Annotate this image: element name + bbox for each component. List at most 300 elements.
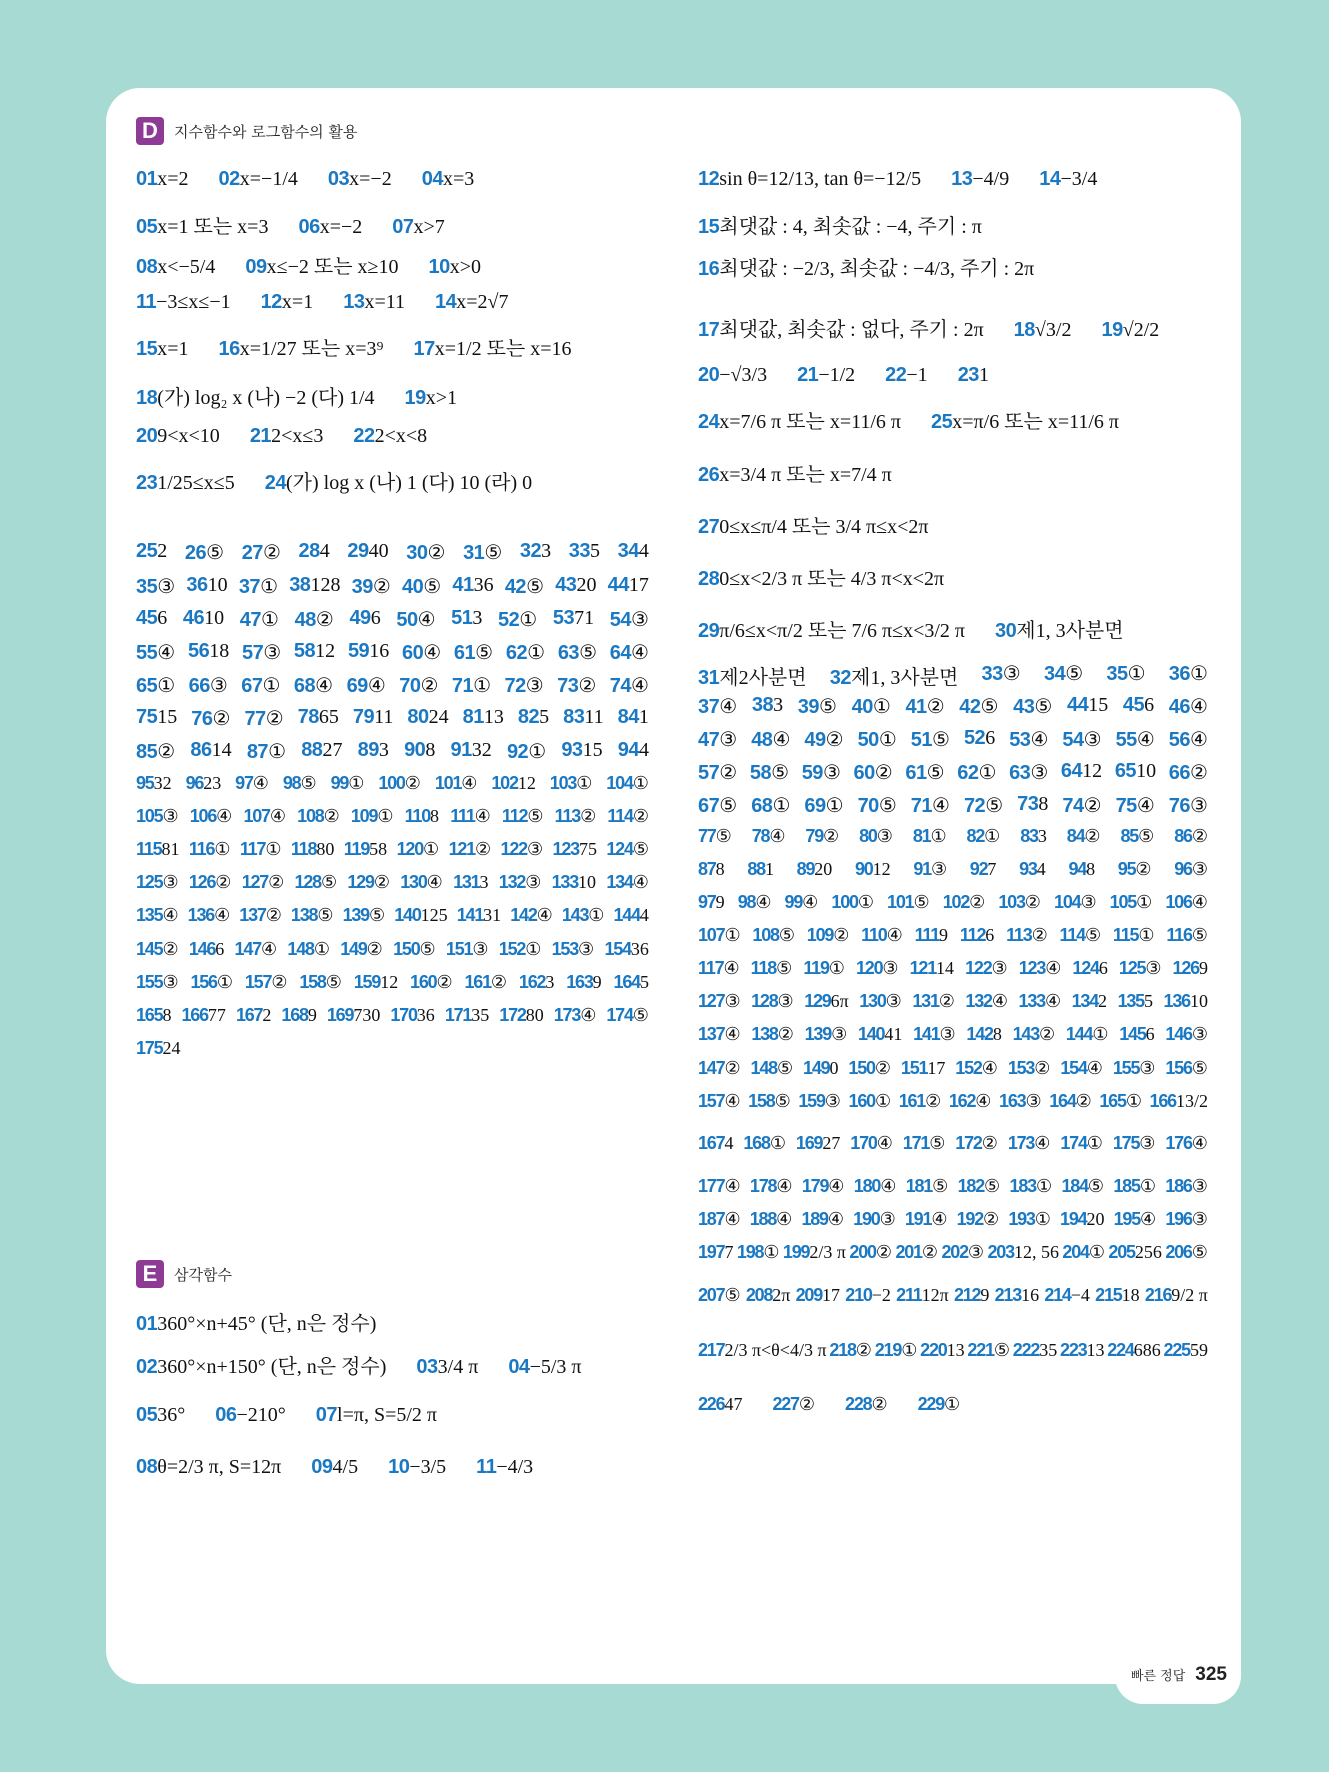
answer-item — [242, 872, 285, 893]
answer-number: 207 — [698, 1285, 725, 1305]
answer-number: 104 — [1054, 892, 1081, 912]
answer-line — [698, 727, 1208, 752]
answer-number: 214 — [1044, 1285, 1071, 1305]
answer-item — [457, 905, 501, 926]
answer-number: 179 — [801, 1176, 829, 1196]
answer-number: 63 — [1009, 762, 1031, 784]
answer-value: 2 — [1098, 991, 1108, 1011]
answer-item — [562, 905, 605, 926]
answer-number: 158 — [748, 1091, 775, 1111]
answer-value: x=3/4 π 또는 x=7/4 π — [719, 464, 892, 486]
answer-number: 129 — [804, 991, 831, 1011]
answer-number: 18 — [136, 387, 158, 409]
answer-item — [1060, 1133, 1103, 1154]
answer-item — [402, 640, 441, 665]
answer-value: 24 — [428, 706, 449, 728]
answer-item — [406, 540, 445, 565]
answer-value: 14 — [936, 958, 955, 978]
answer-item — [797, 364, 855, 387]
answer-item — [698, 1133, 733, 1154]
answer-number: 31 — [463, 542, 485, 564]
answer-item — [1049, 1091, 1092, 1112]
answer-value: 11 — [374, 706, 394, 728]
answer-item — [958, 1176, 1001, 1197]
answer-number: 56 — [1168, 729, 1190, 751]
answer-value: ④ — [1030, 729, 1049, 751]
answer-number: 54 — [1062, 729, 1084, 751]
answer-item — [797, 859, 833, 880]
answer-number: 143 — [1012, 1024, 1040, 1044]
answer-value: 58 — [369, 839, 388, 859]
answer-value: 730 — [353, 1005, 381, 1025]
answer-line — [698, 405, 1208, 434]
answer-line — [698, 859, 1208, 880]
answer-number: 115 — [1112, 925, 1139, 945]
answer-value: ② — [777, 1024, 794, 1044]
answer-number: 175 — [1112, 1133, 1140, 1153]
answer-number: 17 — [413, 338, 435, 360]
answer-item — [698, 925, 741, 946]
answer-item — [604, 939, 648, 960]
answer-item — [698, 168, 921, 191]
answer-number: 09 — [311, 1456, 333, 1478]
answer-number: 167 — [235, 1005, 263, 1025]
answer-value: ② — [578, 675, 597, 697]
answer-value: ⑤ — [320, 872, 338, 892]
answer-item — [845, 1285, 891, 1306]
answer-value: ② — [798, 1394, 816, 1414]
answer-value: ④ — [1044, 991, 1062, 1011]
answer-value: 9 — [980, 1285, 990, 1305]
answer-value: ④ — [1136, 729, 1155, 751]
answer-line — [698, 826, 1208, 847]
answer-value: ② — [833, 925, 850, 945]
answer-number: 172 — [499, 1005, 526, 1025]
answer-number: 216 — [1144, 1285, 1172, 1305]
answer-item — [236, 1005, 271, 1026]
answer-item — [830, 661, 959, 690]
answer-value: ① — [874, 1091, 892, 1111]
answer-item — [235, 773, 269, 794]
answer-number: 96 — [1174, 859, 1192, 879]
answer-number: 83 — [563, 706, 585, 728]
answer-value: ⑤ — [913, 892, 930, 912]
answer-value: x=1/27 또는 x=3⁹ — [239, 338, 384, 360]
answer-value: ① — [313, 939, 330, 959]
answer-value: ⑤ — [878, 795, 897, 817]
answer-item — [491, 773, 535, 794]
answer-value: ③ — [724, 991, 741, 1011]
answer-value: ② — [427, 542, 446, 564]
answer-value: sin θ=12/13, tan θ=−12/5 — [719, 168, 922, 190]
answer-value: ① — [825, 795, 844, 817]
answer-value: ④ — [367, 675, 386, 697]
answer-value: ① — [1125, 1091, 1142, 1111]
answer-value: ③ — [822, 762, 841, 784]
answer-number: 19 — [404, 387, 426, 409]
answer-item — [1174, 826, 1208, 847]
answer-item — [967, 1340, 1010, 1361]
answer-value: −3/4 — [1060, 168, 1098, 190]
answer-value: ⑤ — [774, 1091, 791, 1111]
answer-item — [1107, 1340, 1160, 1361]
answer-value: 0≤x≤π/4 또는 3/4 π≤x<2π — [719, 516, 929, 538]
answer-value: ① — [260, 576, 278, 598]
answer-item — [247, 739, 286, 764]
answer-number: 11 — [476, 1456, 497, 1478]
answer-item — [964, 727, 995, 752]
answer-value: ① — [1034, 1209, 1051, 1229]
answer-line — [698, 1133, 1208, 1154]
answer-value: ② — [874, 1058, 891, 1078]
answer-number: 14 — [1039, 168, 1061, 190]
answer-number: 10 — [428, 256, 450, 278]
answer-value: ③ — [525, 872, 542, 892]
answer-value: 최댓값, 최솟값 : 없다, 주기 : 2π — [719, 319, 984, 341]
answer-number: 47 — [698, 729, 720, 751]
answer-value: ① — [262, 675, 281, 697]
answer-value: ① — [527, 642, 546, 664]
answer-item — [405, 806, 439, 827]
answer-number: 58 — [293, 640, 316, 662]
answer-value: x=1 — [157, 338, 189, 360]
answer-number: 105 — [136, 806, 163, 826]
answer-number: 75 — [1115, 795, 1137, 817]
answer-value: π/6≤x<π/2 또는 7/6 π≤x<3/2 π — [719, 620, 966, 642]
answer-value: ③ — [824, 1091, 841, 1111]
answer-number: 100 — [378, 773, 405, 793]
answer-number: 88 — [301, 739, 323, 761]
answer-number: 161 — [898, 1091, 926, 1111]
answer-value: 12 — [380, 972, 399, 992]
answer-value: ③ — [162, 806, 179, 826]
answer-item — [966, 1024, 1001, 1045]
answer-number: 118 — [290, 839, 317, 859]
answer-number: 98 — [282, 773, 301, 793]
answer-line — [136, 739, 649, 764]
answer-item — [1116, 793, 1155, 818]
answer-item — [353, 706, 394, 731]
answer-item — [1019, 958, 1062, 979]
answer-line — [136, 1350, 649, 1379]
answer-item — [1173, 958, 1208, 979]
answer-number: 138 — [290, 905, 318, 925]
answer-number: 01 — [136, 168, 158, 190]
answer-value: ④ — [880, 1176, 897, 1196]
answer-item — [1009, 727, 1048, 752]
answer-value: ③ — [1190, 795, 1208, 817]
answer-item — [1150, 1091, 1208, 1112]
answer-value: 31 — [483, 905, 502, 925]
answer-value: 71 — [574, 607, 595, 629]
answer-line — [698, 958, 1208, 979]
answer-number: 78 — [751, 826, 770, 846]
answer-item — [943, 892, 986, 913]
answer-item — [1062, 1242, 1105, 1263]
answer-item — [1165, 1242, 1208, 1263]
answer-number: 112 — [501, 806, 528, 826]
answer-value: √2/2 — [1122, 319, 1160, 341]
answer-number: 108 — [752, 925, 779, 945]
answer-value: −4 — [1070, 1285, 1090, 1305]
answer-line — [136, 1005, 649, 1026]
answer-value: 2<x≤3 — [271, 425, 324, 447]
answer-number: 85 — [1120, 826, 1139, 846]
answer-number: 169 — [795, 1133, 823, 1153]
answer-item — [829, 1340, 872, 1361]
answer-item — [311, 1456, 358, 1479]
answer-item — [698, 892, 725, 913]
answer-number: 117 — [239, 839, 266, 859]
answer-item — [563, 706, 604, 731]
answer-item — [698, 661, 807, 690]
answer-value: ⑤ — [475, 642, 494, 664]
answer-number: 53 — [552, 607, 575, 629]
answer-item — [299, 540, 330, 565]
answer-item — [294, 640, 335, 665]
answer-number: 81 — [462, 706, 484, 728]
answer-item — [1061, 1176, 1104, 1197]
answer-item — [698, 252, 1034, 281]
answer-item — [1062, 727, 1101, 752]
answer-number: 61 — [453, 642, 476, 664]
answer-number: 155 — [136, 972, 163, 992]
answer-line — [136, 250, 649, 279]
answer-number: 68 — [293, 675, 316, 697]
answer-number: 134 — [1071, 991, 1099, 1011]
answer-number: 89 — [796, 859, 815, 879]
answer-value: ④ — [755, 892, 772, 912]
answer-value: ② — [580, 806, 597, 826]
answer-value: ② — [1024, 892, 1041, 912]
answer-value: ③ — [777, 991, 794, 1011]
answer-value: ② — [825, 729, 844, 751]
answer-item — [400, 872, 443, 893]
answer-number: 150 — [393, 939, 420, 959]
answer-number: 15 — [136, 338, 158, 360]
answer-value: ④ — [1045, 958, 1062, 978]
answer-line — [698, 562, 1208, 591]
answer-value: ① — [944, 1394, 961, 1414]
answer-value: 5 — [539, 706, 550, 728]
answer-value: 제2사분면 — [719, 667, 807, 689]
answer-value: ⑤ — [579, 642, 597, 664]
answer-value: ③ — [719, 729, 738, 751]
answer-item — [610, 640, 649, 665]
answer-number: 52 — [963, 727, 986, 749]
footer-label: 빠른 정답 — [1130, 1669, 1186, 1684]
answer-item — [854, 1176, 897, 1197]
answer-number: 144 — [1065, 1024, 1093, 1044]
answer-line — [698, 925, 1208, 946]
answer-line — [698, 1285, 1208, 1306]
answer-number: 80 — [859, 826, 877, 846]
answer-value: 최댓값 : −2/3, 최솟값 : −4/3, 주기 : 2π — [719, 258, 1035, 280]
answer-value: 36 — [416, 1005, 435, 1025]
answer-number: 161 — [464, 972, 491, 992]
answer-item — [855, 859, 891, 880]
answer-item — [618, 739, 649, 764]
answer-item — [295, 607, 334, 632]
answer-value: ③ — [831, 1024, 848, 1044]
answer-value: x<−5/4 — [157, 256, 216, 278]
answer-value: 81 — [161, 839, 180, 859]
answer-item — [1165, 1209, 1208, 1230]
answer-value: ① — [214, 839, 231, 859]
answer-value: ② — [323, 806, 340, 826]
answer-value: ② — [162, 939, 179, 959]
answer-number: 105 — [1109, 892, 1137, 912]
answer-value: ④ — [474, 806, 491, 826]
answer-item — [1169, 760, 1208, 785]
answer-item — [555, 806, 597, 827]
answer-item — [261, 291, 314, 314]
answer-number: 46 — [1168, 696, 1191, 718]
answer-line — [698, 1091, 1208, 1112]
answer-item — [188, 640, 229, 665]
answer-item — [298, 216, 362, 239]
answer-value: ⑤ — [527, 806, 544, 826]
answer-item — [1113, 1058, 1156, 1079]
answer-item — [186, 574, 227, 599]
answer-item — [911, 727, 950, 752]
answer-item — [215, 1404, 286, 1427]
answer-line — [136, 607, 649, 632]
answer-number: 149 — [340, 939, 367, 959]
answer-number: 149 — [803, 1058, 830, 1078]
answer-item — [698, 364, 767, 387]
answer-value: ③ — [991, 958, 1008, 978]
answer-item — [136, 540, 167, 565]
answer-number: 133 — [1018, 991, 1045, 1011]
answer-item — [1060, 925, 1102, 946]
answer-item — [1114, 1209, 1157, 1230]
answer-item — [752, 826, 786, 847]
answer-value: ② — [855, 1340, 872, 1360]
answer-number: 137 — [698, 1024, 725, 1044]
answer-number: 20 — [136, 425, 158, 447]
answer-number: 203 — [987, 1242, 1014, 1262]
answer-value: ① — [1139, 1176, 1156, 1196]
answer-number: 152 — [498, 939, 526, 959]
answer-item — [265, 466, 532, 495]
answer-item — [1165, 892, 1208, 913]
answer-value: 9/2 π — [1171, 1285, 1208, 1305]
answer-item — [804, 991, 849, 1012]
answer-number: 164 — [1049, 1091, 1076, 1111]
answer-line — [136, 673, 649, 698]
answer-number: 111 — [914, 925, 940, 945]
answer-line — [136, 1404, 649, 1427]
answer-number: 140 — [857, 1024, 885, 1044]
answer-number: 34 — [617, 540, 639, 562]
answer-line — [136, 291, 649, 314]
answer-value: 256 — [1134, 1242, 1162, 1262]
answer-number: 124 — [606, 839, 633, 859]
section-d-header — [136, 117, 357, 145]
answer-number: 222 — [1012, 1340, 1040, 1360]
answer-value: 27 — [322, 739, 343, 761]
answer-item — [618, 540, 649, 565]
answer-item — [1165, 1058, 1208, 1079]
answer-number: 48 — [751, 729, 773, 751]
answer-item — [1054, 892, 1097, 913]
answer-item — [1119, 1024, 1154, 1045]
answer-number: 35 — [1106, 663, 1128, 685]
answer-value: ③ — [1025, 1091, 1042, 1111]
answer-value: 17 — [927, 1058, 946, 1078]
answer-item — [136, 256, 215, 279]
answer-item — [783, 1242, 846, 1263]
answer-value: ③ — [1139, 1058, 1156, 1078]
answer-value: ① — [724, 925, 741, 945]
answer-value: 12 — [1082, 760, 1103, 782]
answer-number: 158 — [299, 972, 326, 992]
answer-value: ② — [1135, 859, 1152, 879]
answer-value: 8 — [162, 1005, 172, 1025]
answer-item — [190, 806, 233, 827]
answer-number: 127 — [241, 872, 269, 892]
answer-value: 6 — [1098, 958, 1108, 978]
answer-value: ② — [724, 1058, 741, 1078]
answer-value: ④ — [724, 1091, 741, 1111]
answer-value: ⑤ — [526, 576, 544, 598]
answer-item — [1044, 1285, 1090, 1306]
answer-line — [698, 760, 1208, 785]
answer-number: 174 — [606, 1005, 633, 1025]
answer-value: (가) log₂ x (나) −2 (다) 1/4 — [157, 387, 375, 409]
answer-item — [949, 1091, 992, 1112]
answer-item — [190, 972, 233, 993]
answer-number: 94 — [1068, 859, 1087, 879]
answer-value: ④ — [632, 872, 649, 892]
answer-value: 32 — [471, 739, 492, 761]
answer-item — [136, 381, 375, 410]
answer-number: 124 — [1072, 958, 1099, 978]
answer-item — [1019, 991, 1062, 1012]
answer-item — [1060, 1209, 1104, 1230]
answer-item — [451, 607, 482, 632]
answer-item — [698, 562, 944, 591]
answer-item — [613, 905, 648, 926]
answer-value: ⑤ — [317, 905, 334, 925]
answer-item — [1068, 859, 1095, 880]
answer-item — [1101, 319, 1159, 342]
answer-value: l=π, S=5/2 π — [337, 1404, 438, 1426]
answer-number: 153 — [1007, 1058, 1035, 1078]
answer-number: 40 — [851, 696, 873, 718]
answer-number: 168 — [743, 1133, 770, 1153]
answer-value: √3/2 — [1034, 319, 1072, 341]
answer-item — [905, 1209, 948, 1230]
answer-number: 90 — [404, 739, 426, 761]
answer-item — [698, 1340, 827, 1361]
answer-value: ② — [265, 708, 284, 730]
answer-item — [912, 991, 955, 1012]
answer-number: 21 — [249, 425, 272, 447]
answer-value: ① — [769, 1133, 786, 1153]
answer-number: 69 — [804, 795, 826, 817]
answer-value: 12 — [872, 859, 891, 879]
answer-item — [414, 332, 572, 361]
answer-value: 360°×n+150° (단, n은 정수) — [157, 1356, 387, 1378]
answer-item — [1072, 958, 1107, 979]
answer-value: 2 — [262, 1005, 272, 1025]
answer-value: x=7/6 π 또는 x=11/6 π — [719, 411, 902, 433]
answer-value: x>0 — [449, 256, 482, 278]
answer-item — [748, 1091, 791, 1112]
answer-line — [698, 1209, 1208, 1230]
